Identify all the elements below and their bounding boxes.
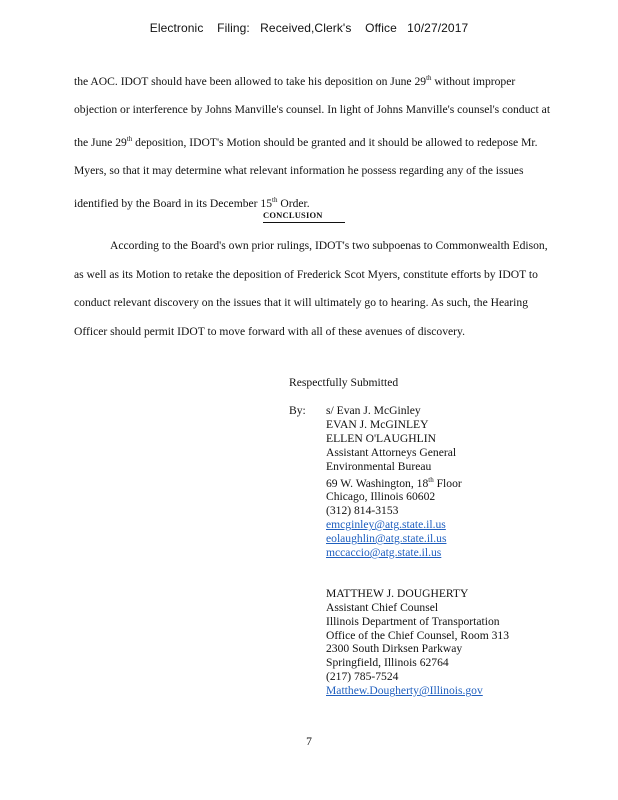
email-link-1[interactable]: emcginley@atg.state.il.us [326,518,446,532]
paragraph1-text-after3: Order. [277,196,310,210]
bureau-name: Environmental Bureau [326,459,432,473]
counsel-org: Illinois Department of Transportation [326,614,500,628]
closing-line: Respectfully Submitted [289,376,399,389]
counsel-office: Office of the Chief Counsel, Room 313 [326,628,510,642]
paragraph2-text: According to the Board's own prior rulings, IDOT's two subpoenas to Commonwealth Edison, as well as its Motion to retake the deposition of Frederick Scot Myers, constitute efforts by IDOT to conduct relevant discovery on the issues that it will ultimately go to hearing. As such, the Hearing Officer should permit IDOT to move forward with all of these avenues of discovery. [74,239,548,338]
paragraph1-sup3: th [272,195,278,204]
paragraph1-sup2: th [126,134,133,143]
conclusion-underline [263,222,345,223]
counsel-title: Assistant Chief Counsel [326,600,439,614]
paragraph1-text: the AOC. IDOT should have been allowed to take his deposition on June 29 [74,74,427,88]
email-link-3[interactable]: mccaccio@atg.state.il.us [326,545,442,559]
address-post: Floor [433,476,462,490]
attorney-title: Assistant Attorneys General [326,445,457,459]
counsel-street: 2300 South Dirksen Parkway [326,642,463,656]
address-pre: 69 W. Washington, 18 [326,476,429,490]
city-address: Chicago, Illinois 60602 [326,490,436,504]
counsel-name: MATTHEW J. DOUGHERTY [326,586,469,600]
paragraph1-text-after2: deposition, IDOT's Motion should be granted and it should be allowed to redepose Mr. Myers, so that it may determine what relevant information he possess regarding any of the issues identified by the Board in its December 15 [74,135,538,210]
by-label: By: [289,404,306,417]
street-address [326,474,509,491]
address-sup: th [428,475,434,484]
paragraph1-text-after: without improper objection or interference by Johns Manville's counsel. In light of Johns Manville's counsel's conduct at the June 29 [74,74,551,149]
signature-block [326,404,509,698]
counsel-city: Springfield, Illinois 62764 [326,656,449,670]
conclusion-heading: CONCLUSION [263,210,323,220]
spacer [326,560,509,587]
signature-line: s/ Evan J. McGinley [326,404,421,417]
filing-stamp-header [0,21,618,35]
email-link-2[interactable]: eolaughlin@atg.state.il.us [326,532,447,546]
paragraph1-sup: th [426,74,432,82]
attorney-name-2: ELLEN O'LAUGHLIN [326,431,436,445]
attorney-name-1: EVAN J. McGINLEY [326,417,429,431]
counsel-phone: (217) 785-7524 [326,670,399,684]
paragraph-argument [74,64,554,218]
page-number: 7 [306,735,312,748]
paragraph-conclusion [74,232,554,346]
phone-number: (312) 814-3153 [326,504,399,518]
filing-stamp: Electronic Filing: Received,Clerk's Office 10/27/2017 [149,21,469,35]
counsel-email-link[interactable]: Matthew.Dougherty@Illinois.gov [326,684,483,698]
